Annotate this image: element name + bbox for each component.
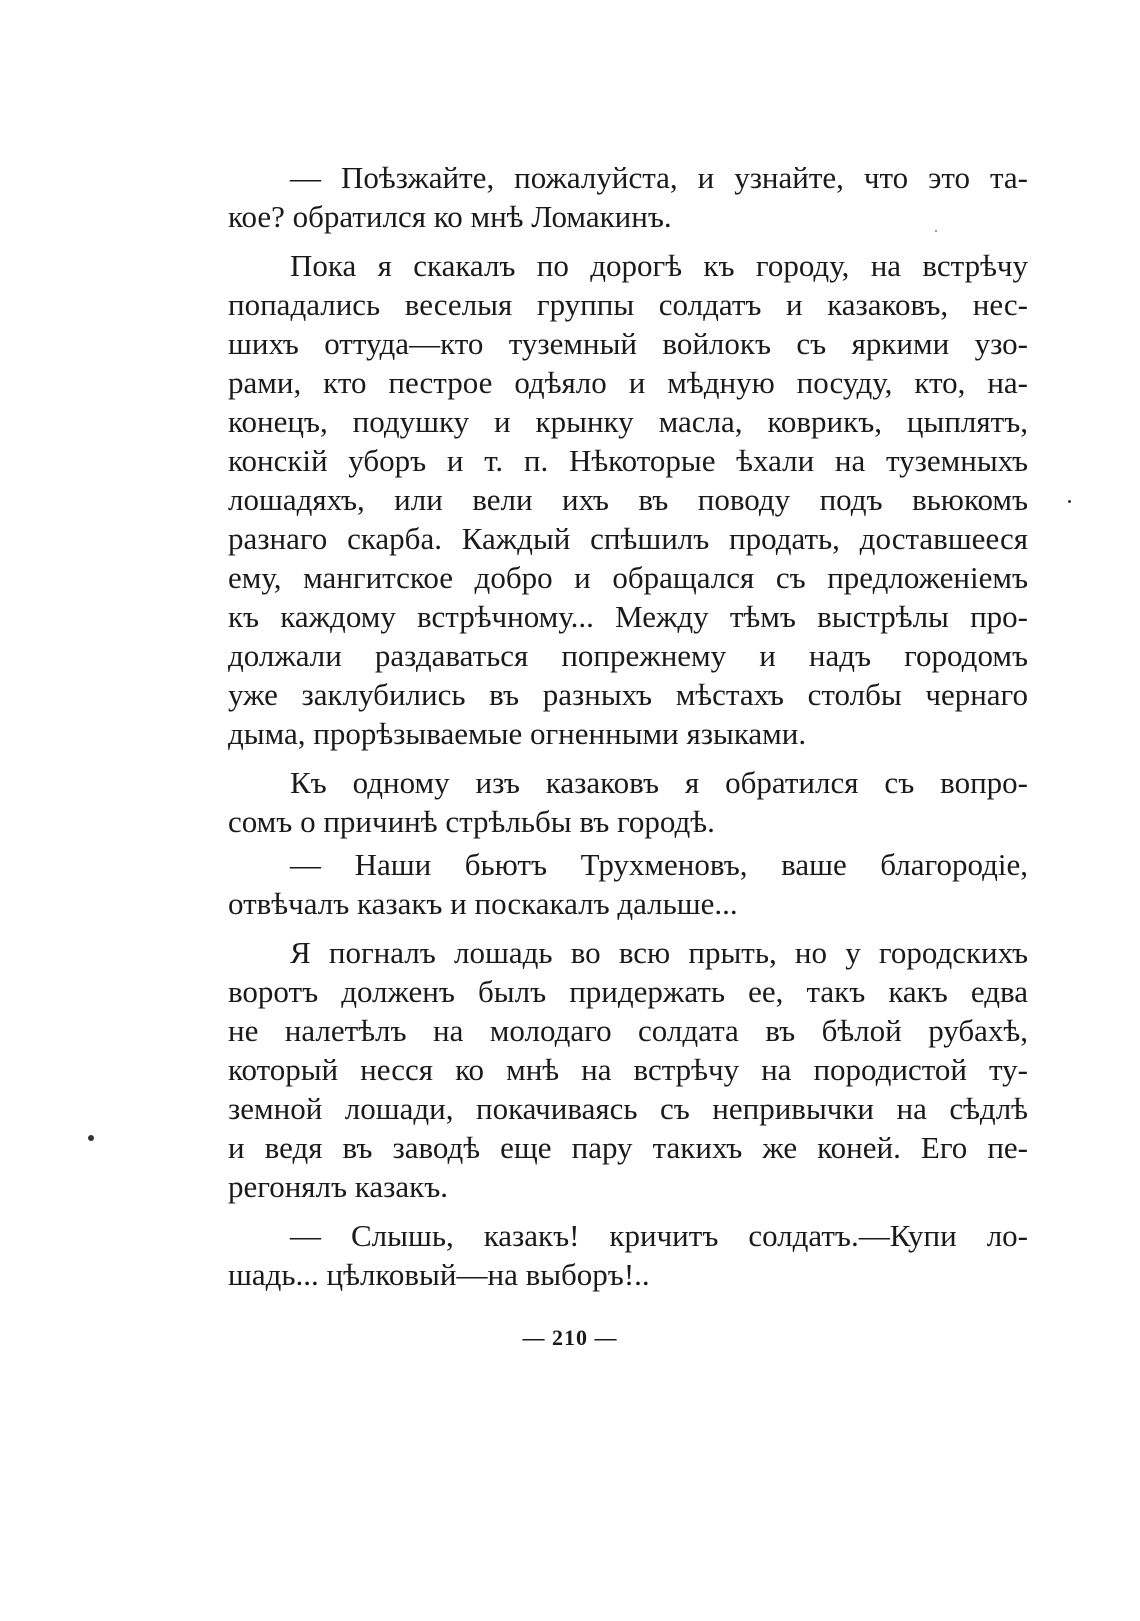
paragraph-1 [228, 158, 1028, 236]
text-line: лошадяхъ, или вели ихъ въ поводу подъ вьюкомъ [228, 482, 1028, 517]
text-line: Къ одному изъ казаковъ я обратился съ вопро- [290, 765, 1028, 800]
print-speck [935, 230, 937, 232]
paragraph-6 [228, 1216, 1028, 1294]
page-number: — 210 — [522, 1325, 618, 1350]
text-line: — Поѣзжайте, пожалуйста, и узнайте, что это та- [290, 160, 1028, 195]
text-line: Пока я скакалъ по дорогѣ къ городу, на встрѣчу [290, 248, 1028, 283]
text-line: шихъ оттуда—кто туземный войлокъ съ яркими узо- [228, 326, 1028, 361]
text-line: регонялъ казакъ. [228, 1169, 448, 1204]
text-line: разнаго скарба. Каждый спѣшилъ продать, доставшееся [228, 521, 1028, 556]
text-line: — Слышь, казакъ! кричитъ солдатъ.—Купи ло- [290, 1218, 1028, 1253]
paragraph-4 [228, 845, 1028, 923]
text-line: земной лошади, покачиваясь съ непривычки на сѣдлѣ [228, 1091, 1028, 1126]
text-line: дыма, прорѣзываемые огненными языками. [228, 716, 807, 751]
print-speck [1068, 500, 1071, 503]
text-line: ему, мангитское добро и обращался съ предложеніемъ [228, 560, 1028, 595]
text-line: сомъ о причинѣ стрѣльбы въ городѣ. [228, 804, 715, 839]
print-speck [88, 1135, 94, 1141]
text-line: уже заклубились въ разныхъ мѣстахъ столбы чернаго [228, 677, 1028, 712]
text-line: отвѣчалъ казакъ и поскакалъ дальше... [228, 886, 738, 921]
text-line: Я погналъ лошадь во всю прыть, но у городскихъ [290, 935, 1028, 970]
text-line: воротъ долженъ былъ придержать ее, такъ какъ едва [228, 974, 1028, 1009]
text-line: къ каждому встрѣчному... Между тѣмъ выстрѣлы про- [228, 599, 1028, 634]
text-line: попадались веселыя группы солдатъ и казаковъ, нес- [228, 287, 1028, 322]
paragraph-2 [228, 246, 1028, 753]
text-line: конскій уборъ и т. п. Нѣкоторые ѣхали на туземныхъ [228, 443, 1028, 478]
text-line: кое? обратился ко мнѣ Ломакинъ. [228, 199, 672, 234]
paragraph-5 [228, 933, 1028, 1206]
text-line: шадь... цѣлковый—на выборъ!.. [228, 1257, 650, 1292]
text-line: — Наши бьютъ Трухменовъ, ваше благородіе, [290, 847, 1028, 882]
text-line: не налетѣлъ на молодаго солдата въ бѣлой рубахѣ, [228, 1013, 1028, 1048]
paragraph-3 [228, 763, 1028, 841]
body-text [228, 158, 1028, 1294]
text-line: рами, кто пестрое одѣяло и мѣдную посуду, кто, на- [228, 365, 1028, 400]
text-line: который несся ко мнѣ на встрѣчу на породистой ту- [228, 1052, 1028, 1087]
text-line: и ведя въ заводѣ еще пару такихъ же коней. Его пе- [228, 1130, 1028, 1165]
text-line: конецъ, подушку и крынку масла, коврикъ, цыплятъ, [228, 404, 1028, 439]
text-line: должали раздаваться попрежнему и надъ городомъ [228, 638, 1028, 673]
